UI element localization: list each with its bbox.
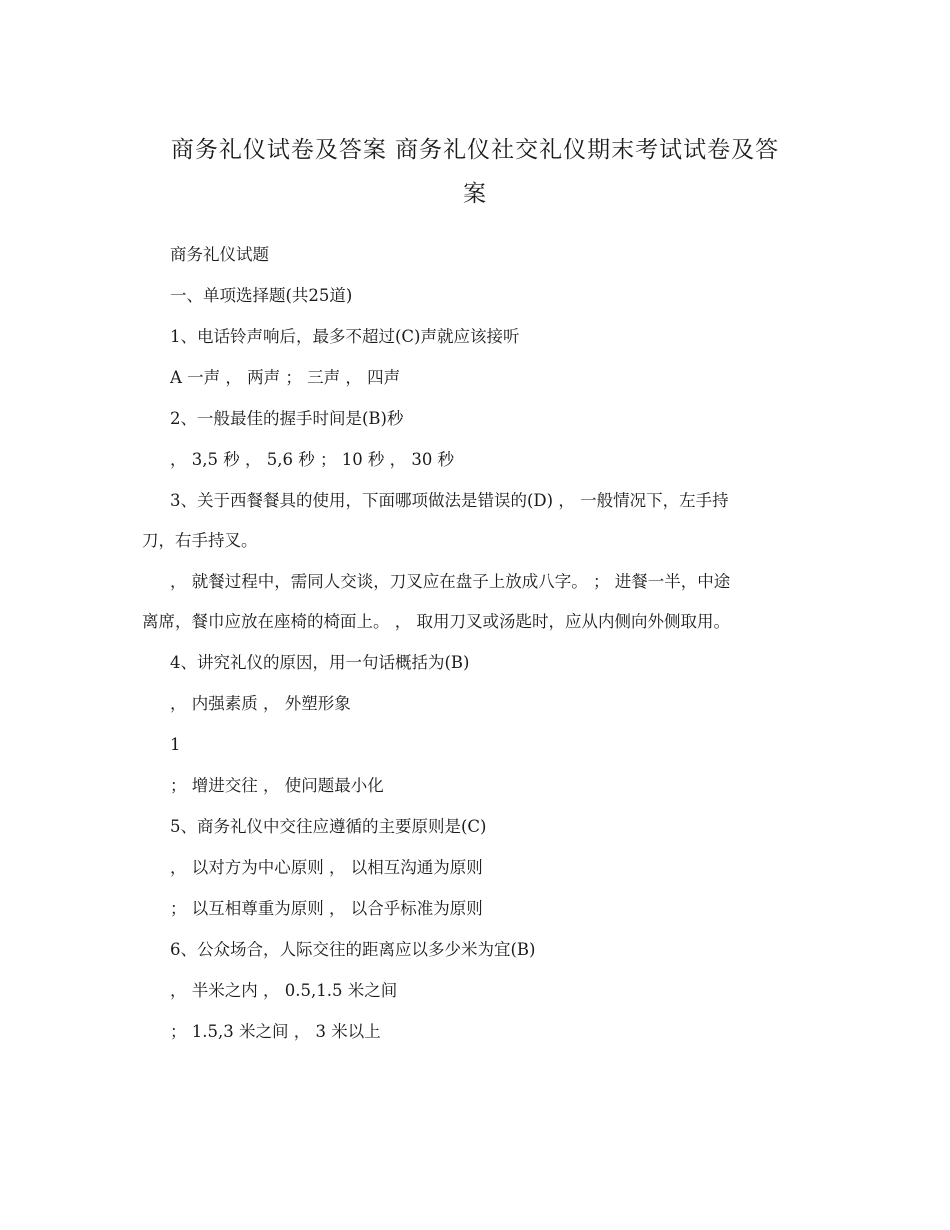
document-title — [150, 128, 800, 216]
question-1: 1、电话铃声响后，最多不超过(C)声就应该接听 — [170, 327, 520, 346]
question-3: 3、关于西餐餐具的使用，下面哪项做法是错误的(D) ， 一般情况下，左手持 — [170, 491, 729, 510]
title-line-2: 案 — [463, 181, 487, 207]
question-1-options: A 一声 ， 两声 ； 三声 ， 四声 — [170, 368, 401, 387]
question-4-options-b: ； 增进交往 ， 使问题最小化 — [170, 776, 384, 795]
question-4: 4、讲究礼仪的原因，用一句话概括为(B) — [170, 653, 470, 672]
question-5: 5、商务礼仪中交往应遵循的主要原则是(C) — [170, 817, 487, 836]
question-5-options-b: ； 以互相尊重为原则 ， 以合乎标准为原则 — [170, 899, 483, 918]
question-6-options-a: ， 半米之内 ， 0.5,1.5 米之间 — [170, 981, 398, 1000]
title-line-1: 商务礼仪试卷及答案 商务礼仪社交礼仪期末考试试卷及答 — [170, 137, 780, 163]
section-heading: 一、单项选择题(共25道) — [170, 286, 353, 305]
question-5-options-a: ， 以对方为中心原则 ， 以相互沟通为原则 — [170, 858, 483, 877]
page-number: 1 — [170, 735, 181, 754]
exam-heading: 商务礼仪试题 — [170, 245, 269, 264]
question-3-options: ， 就餐过程中，需同人交谈，刀叉应在盘子上放成八字。 ； 进餐一半，中途 — [170, 572, 731, 591]
question-2: 2、一般最佳的握手时间是(B)秒 — [170, 409, 404, 428]
question-2-options: ， 3,5 秒 ， 5,6 秒 ； 10 秒 ， 30 秒 — [170, 450, 455, 469]
question-3-options-continued: 离席，餐巾应放在座椅的椅面上。 ， 取用刀叉或汤匙时，应从内侧向外侧取用。 — [142, 612, 730, 631]
question-6: 6、公众场合，人际交往的距离应以多少米为宜(B) — [170, 940, 536, 959]
question-3-continued: 刀，右手持叉。 — [142, 531, 258, 550]
question-6-options-b: ； 1.5,3 米之间 ， 3 米以上 — [170, 1022, 381, 1041]
question-4-options-a: ， 内强素质 ， 外塑形象 — [170, 694, 351, 713]
